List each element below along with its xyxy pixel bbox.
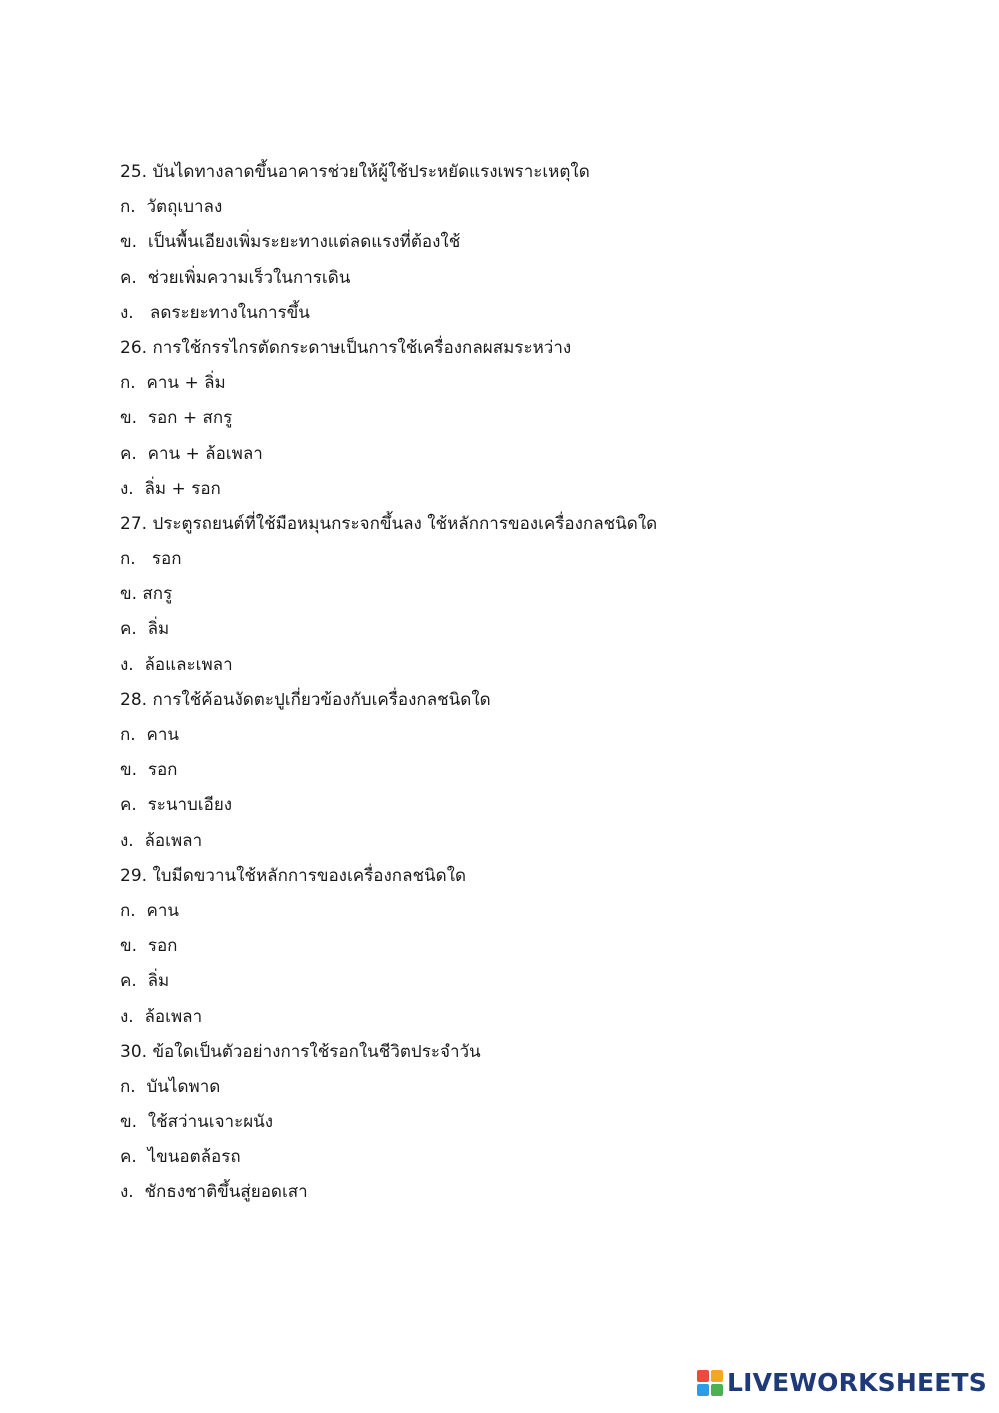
worksheet-content [120,155,940,1211]
answer-option: ก. บันไดพาด [120,1076,221,1097]
answer-option: ง. ล้อเพลา [120,830,203,851]
answer-option: ข. เป็นพื้นเอียงเพิ่มระยะทางแต่ลดแรงที่ต้องใช้ [120,232,461,253]
answer-option: ค. ช่วยเพิ่มความเร็วในการเดิน [120,267,351,288]
logo-square [697,1384,709,1396]
answer-option: ง. ลดระยะทางในการขึ้น [120,302,310,323]
answer-option: ง. ล้อและเพลา [120,654,233,675]
answer-option: ข. รอก [120,936,178,957]
answer-option: ง. ชักธงชาติขึ้นสู่ยอดเสา [120,1182,308,1203]
answer-option: ค. ลิ่ม [120,971,170,992]
logo-square [711,1384,723,1396]
answer-option: ข. รอก + สกรู [120,408,233,429]
question-text: 25. บันไดทางลาดขึ้นอาคารช่วยให้ผู้ใช้ประหยัดแรงเพราะเหตุใด [120,162,590,182]
answer-option: ค. ลิ่ม [120,619,170,640]
answer-option: ก. คาน [120,900,180,921]
answer-option: ค. ระนาบเอียง [120,795,233,816]
answer-option: ข. สกรู [120,584,173,605]
answer-option: ง. ล้อเพลา [120,1006,203,1027]
question-text: 29. ใบมีดขวานใช้หลักการของเครื่องกลชนิดใด [120,865,467,886]
question-text: 30. ข้อใดเป็นตัวอย่างการใช้รอกในชีวิตประจำวัน [120,1041,481,1062]
question-text: 28. การใช้ค้อนงัดตะปูเกี่ยวข้องกับเครื่องกลชนิดใด [120,689,491,710]
logo-square [697,1370,709,1382]
logo-square [711,1370,723,1382]
question-text: 27. ประตูรถยนต์ที่ใช้มือหมุนกระจกขึ้นลง ใช้หลักการของเครื่องกลชนิดใด [120,513,658,534]
answer-option: ข. รอก [120,760,178,781]
answer-option: ก. รอก [120,549,182,570]
question-text: 26. การใช้กรรไกรตัดกระดาษเป็นการใช้เครื่องกลผสมระหว่าง [120,337,572,358]
brand-name: LIVEWORKSHEETS [726,1368,987,1397]
answer-option: ค. คาน + ล้อเพลา [120,443,263,464]
answer-option: ก. คาน [120,725,180,745]
liveworksheets-logo-icon [697,1370,723,1396]
answer-option: ก. วัตถุเบาลง [120,197,223,218]
brand-watermark [697,1368,987,1397]
answer-option: ค. ไขนอตล้อรถ [120,1147,241,1168]
answer-option: ข. ใช้สว่านเจาะผนัง [120,1112,274,1133]
answer-option: ง. ลิ่ม + รอก [120,478,221,499]
answer-option: ก. คาน + ลิ่ม [120,373,226,394]
